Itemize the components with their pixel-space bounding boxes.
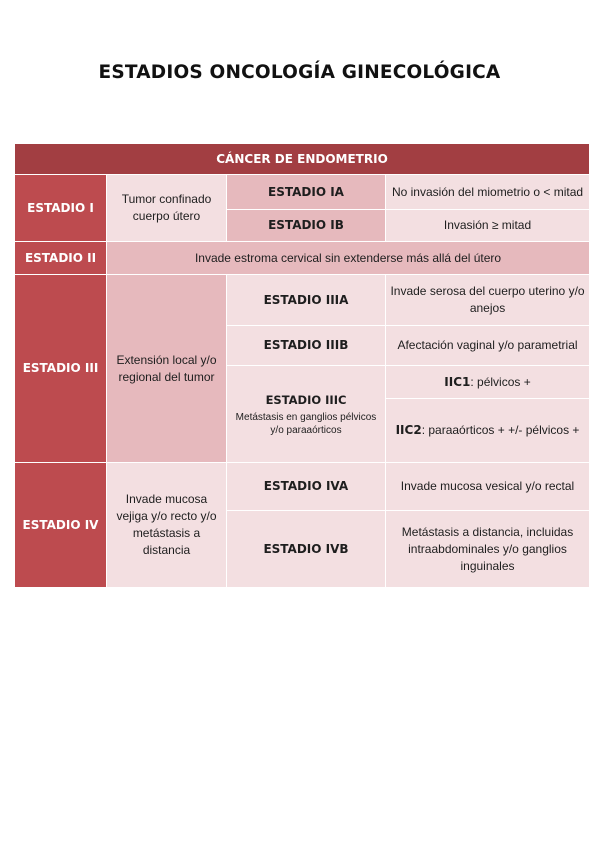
stage-ia-detail: No invasión del miometrio o < mitad xyxy=(386,175,590,210)
stage-i-label: ESTADIO I xyxy=(15,175,107,242)
stage-iiic-note: Metástasis en ganglios pélvicos y/o paraaórticos xyxy=(235,411,377,436)
stage-ivb-label: ESTADIO IVB xyxy=(227,511,386,588)
stage-iiic2-detail xyxy=(386,399,590,463)
page-title: ESTADIOS ONCOLOGÍA GINECOLÓGICA xyxy=(98,62,501,83)
stage-iiib-detail: Afectación vaginal y/o parametrial xyxy=(386,326,590,366)
stage-ia-label: ESTADIO IA xyxy=(227,175,386,210)
stage-iiib-label: ESTADIO IIIB xyxy=(227,326,386,366)
staging-table xyxy=(14,143,590,588)
stage-iiia-detail: Invade serosa del cuerpo uterino y/o anejos xyxy=(386,275,590,326)
stage-iiic1-detail xyxy=(386,366,590,399)
stage-ii-label: ESTADIO II xyxy=(15,242,107,275)
stage-iv-description: Invade mucosa vejiga y/o recto y/o metástasis a distancia xyxy=(107,463,227,588)
stage-iva-label: ESTADIO IVA xyxy=(227,463,386,511)
stage-iv-label: ESTADIO IV xyxy=(15,463,107,588)
stage-iiia-label: ESTADIO IIIA xyxy=(227,275,386,326)
stage-iii-label: ESTADIO III xyxy=(15,275,107,463)
stage-iiic2-text: : paraaórticos + +/- pélvicos + xyxy=(421,423,580,437)
stage-iiic1-text: : pélvicos + xyxy=(470,374,531,389)
stage-iiic-cell xyxy=(227,366,386,463)
stage-iiic1-label: IIC1 xyxy=(444,374,471,389)
stage-iii-description: Extensión local y/o regional del tumor xyxy=(107,275,227,463)
stage-iiic2-label: IIC2 xyxy=(395,423,422,437)
stage-ii-description: Invade estroma cervical sin extenderse más allá del útero xyxy=(107,242,590,275)
stage-ivb-detail: Metástasis a distancia, incluidas intraabdominales y/o ganglios inguinales xyxy=(386,511,590,588)
table-header: CÁNCER DE ENDOMETRIO xyxy=(15,144,590,175)
stage-iva-detail: Invade mucosa vesical y/o rectal xyxy=(386,463,590,511)
stage-ib-label: ESTADIO IB xyxy=(227,210,386,242)
stage-ib-detail: Invasión ≥ mitad xyxy=(386,210,590,242)
stage-iiic-label: ESTADIO IIIC xyxy=(265,392,347,407)
stage-i-description: Tumor confinado cuerpo útero xyxy=(107,175,227,242)
